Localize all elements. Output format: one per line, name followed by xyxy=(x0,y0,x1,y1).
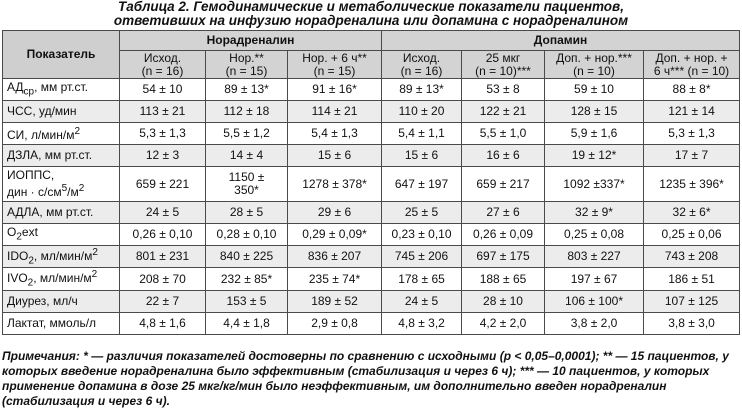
table-cell: 12 ± 3 xyxy=(120,145,206,167)
table-cell: 91 ± 16* xyxy=(288,79,382,101)
table-cell: 4,8 ± 1,6 xyxy=(120,312,206,334)
header-indicator: Показатель xyxy=(3,31,120,79)
table-cell: 801 ± 231 xyxy=(120,246,206,268)
subheader-line-1: Исход. xyxy=(143,50,182,65)
label-text: ДЗЛА, мм рт.ст. xyxy=(7,148,93,162)
table-cell: 110 ± 20 xyxy=(382,101,462,123)
table-cell: 178 ± 65 xyxy=(382,268,462,290)
table-cell: 5,4 ± 1,3 xyxy=(288,123,382,145)
table-row xyxy=(3,167,740,202)
label-superscript-2: 2 xyxy=(78,183,85,194)
table-caption xyxy=(0,0,742,28)
caption-line-1: Таблица 2. Гемодинамические и метаболические показатели пациентов, xyxy=(118,0,624,14)
subheader-line-2: (n = 16) xyxy=(400,63,443,78)
label-subscript: 2 xyxy=(28,255,34,267)
table-cell: 54 ± 10 xyxy=(120,79,206,101)
table-cell: 0,26 ± 0,09 xyxy=(462,224,545,246)
table-header xyxy=(3,31,740,79)
header-group-dopamine: Допамин xyxy=(382,31,740,51)
table-cell: 32 ± 9* xyxy=(545,202,644,224)
table-cell: 0,23 ± 0,10 xyxy=(382,224,462,246)
table-row xyxy=(3,224,740,246)
table-cell: 840 ± 225 xyxy=(206,246,288,268)
table-cell: 107 ± 125 xyxy=(644,290,740,312)
label-superscript-2: 2 xyxy=(91,269,98,281)
table-cell: 647 ± 197 xyxy=(382,167,462,202)
row-label xyxy=(3,312,120,334)
table-cell: 235 ± 74* xyxy=(288,268,382,290)
label-text: СИ, л/мин/м xyxy=(7,128,75,142)
table-cell: 15 ± 6 xyxy=(382,145,462,167)
row-label xyxy=(3,268,120,290)
table-cell: 697 ± 175 xyxy=(462,246,545,268)
label-text: O xyxy=(7,224,17,239)
table-row xyxy=(3,246,740,268)
table-cell: 5,4 ± 1,1 xyxy=(382,123,462,145)
table-cell: 14 ± 4 xyxy=(206,145,288,167)
subheader-line-1: Нор.** xyxy=(229,50,264,65)
table-cell: 17 ± 7 xyxy=(644,145,740,167)
subheader-2 xyxy=(288,51,382,79)
label-text: АДЛА, мм рт.ст. xyxy=(7,205,94,219)
subheader-5 xyxy=(545,51,644,79)
table-cell: 5,3 ± 1,3 xyxy=(120,123,206,145)
subheader-line-2: (n = 10) xyxy=(573,63,615,78)
table-cell: 29 ± 6 xyxy=(288,202,382,224)
subheader-line-2: (n = 15) xyxy=(225,63,268,78)
table-cell: 32 ± 6* xyxy=(644,202,740,224)
notes-heading: Примечания: xyxy=(2,349,80,363)
table-cell: 28 ± 10 xyxy=(462,290,545,312)
subheader-line-1: Доп. + нор. + xyxy=(655,50,728,65)
label-subscript: 2 xyxy=(16,231,22,243)
row-label xyxy=(3,246,120,268)
label-superscript: 5 xyxy=(61,183,68,194)
subheader-line-2: (n = 16) xyxy=(141,63,184,78)
subheader-line-2: 6 ч*** (n = 10) xyxy=(653,63,730,78)
table-row xyxy=(3,202,740,224)
table-cell: 4,4 ± 1,8 xyxy=(206,312,288,334)
table-cell: 232 ± 85* xyxy=(206,268,288,290)
table-cell: 128 ± 15 xyxy=(545,101,644,123)
table-cell: 15 ± 6 xyxy=(288,145,382,167)
table-body xyxy=(3,79,740,335)
label-suffix: , мл/мин/м xyxy=(33,271,92,286)
table-cell: 122 ± 21 xyxy=(462,101,545,123)
label-subscript: ср xyxy=(23,86,35,98)
table-cell: 5,9 ± 1,6 xyxy=(545,123,644,145)
table-cell: 112 ± 18 xyxy=(206,101,288,123)
label-text-line-2: дин · с/см xyxy=(7,185,62,199)
subheader-6 xyxy=(644,51,740,79)
table-cell: 121 ± 14 xyxy=(644,101,740,123)
table-cell: 24 ± 5 xyxy=(382,290,462,312)
label-text: ИОППС, xyxy=(7,168,55,182)
table-cell: 88 ± 8* xyxy=(644,79,740,101)
table-cell: 745 ± 206 xyxy=(382,246,462,268)
table-cell: 5,5 ± 1,2 xyxy=(206,123,288,145)
label-suffix: /м xyxy=(67,185,79,199)
header-group-noradrenaline: Норадреналин xyxy=(120,31,382,51)
label-suffix: , мм рт.ст. xyxy=(34,79,89,94)
table-cell: 0,29 ± 0,09* xyxy=(288,224,382,246)
table-cell: 743 ± 208 xyxy=(644,246,740,268)
label-suffix: ext xyxy=(21,224,38,239)
table-cell: 25 ± 5 xyxy=(382,202,462,224)
table-cell: 208 ± 70 xyxy=(120,268,206,290)
subheader-1 xyxy=(206,51,288,79)
label-text: АД xyxy=(7,79,24,94)
row-label xyxy=(3,290,120,312)
table-cell: 1092 ±337* xyxy=(545,167,644,202)
table-cell: 4,8 ± 3,2 xyxy=(382,312,462,334)
table-row xyxy=(3,312,740,334)
table-cell: 27 ± 6 xyxy=(462,202,545,224)
table-cell: 3,8 ± 2,0 xyxy=(545,312,644,334)
table-cell: 1150 ± 350* xyxy=(206,167,288,202)
table-cell: 16 ± 6 xyxy=(462,145,545,167)
table-cell: 153 ± 5 xyxy=(206,290,288,312)
subheader-line-2: (n = 10)*** xyxy=(475,63,531,78)
table-cell: 106 ± 100* xyxy=(545,290,644,312)
table-cell: 3,8 ± 3,0 xyxy=(644,312,740,334)
row-label xyxy=(3,202,120,224)
table-cell: 659 ± 221 xyxy=(120,167,206,202)
subheader-line-1: 25 мкг xyxy=(485,50,521,65)
subheader-0 xyxy=(120,51,206,79)
data-table xyxy=(2,30,740,335)
table-row xyxy=(3,79,740,101)
table-cell: 803 ± 227 xyxy=(545,246,644,268)
table-cell: 19 ± 12* xyxy=(545,145,644,167)
table-cell: 59 ± 10 xyxy=(545,79,644,101)
label-superscript: 2 xyxy=(74,126,81,137)
subheader-line-1: Доп. + нор.*** xyxy=(556,50,632,65)
table-cell: 0,25 ± 0,06 xyxy=(644,224,740,246)
label-suffix: , мл/мин/м xyxy=(33,249,93,263)
table-cell: 89 ± 13* xyxy=(382,79,462,101)
table-cell: 659 ± 217 xyxy=(462,167,545,202)
table-notes xyxy=(2,349,739,409)
table-cell: 0,28 ± 0,10 xyxy=(206,224,288,246)
table-cell: 0,26 ± 0,10 xyxy=(120,224,206,246)
subheader-line-2: (n = 15) xyxy=(313,63,356,78)
table-cell: 24 ± 5 xyxy=(120,202,206,224)
table-cell: 1278 ± 378* xyxy=(288,167,382,202)
caption-line-2: ответивших на инфузию норадреналина или допамина с норадреналином xyxy=(113,13,629,28)
table-row xyxy=(3,145,740,167)
row-label xyxy=(3,123,120,145)
table-cell: 189 ± 52 xyxy=(288,290,382,312)
row-label xyxy=(3,167,120,202)
row-label xyxy=(3,79,120,101)
table-cell: 22 ± 7 xyxy=(120,290,206,312)
subheader-line-1: Нор. + 6 ч** xyxy=(302,50,367,65)
table-row xyxy=(3,290,740,312)
table-cell: 186 ± 51 xyxy=(644,268,740,290)
table-cell: 114 ± 21 xyxy=(288,101,382,123)
label-text: IVO xyxy=(7,271,28,286)
table-cell: 2,9 ± 0,8 xyxy=(288,312,382,334)
row-label xyxy=(3,145,120,167)
table-cell: 4,2 ± 2,0 xyxy=(462,312,545,334)
table-row xyxy=(3,101,740,123)
label-text: Диурез, мл/ч xyxy=(7,293,78,308)
row-label xyxy=(3,224,120,246)
table-cell: 5,5 ± 1,0 xyxy=(462,123,545,145)
subheader-3 xyxy=(382,51,462,79)
table-cell: 5,3 ± 1,3 xyxy=(644,123,740,145)
subheader-line-1: Исход. xyxy=(402,50,441,65)
notes-text: * — различия показателей достоверны по сравнению с исходными (p < 0,05–0,0001); ** — 15 пациентов, у которых введение норадреналина было эффективным (стабилизация и через 6 ч); *** — 10 пациентов, у которых применение допамина в дозе 25 мкг/кг/мин было неэффективным, им дополнительно введен норадреналин (стабилизация и через 6 ч). xyxy=(2,349,729,408)
label-superscript-2: 2 xyxy=(92,247,98,258)
subheader-4 xyxy=(462,51,545,79)
table-cell: 197 ± 67 xyxy=(545,268,644,290)
row-label xyxy=(3,101,120,123)
table-cell: 53 ± 8 xyxy=(462,79,545,101)
table-cell: 28 ± 5 xyxy=(206,202,288,224)
label-text: IDO xyxy=(7,249,29,263)
table-cell: 1235 ± 396* xyxy=(644,167,740,202)
table-cell: 89 ± 13* xyxy=(206,79,288,101)
table-cell: 113 ± 21 xyxy=(120,101,206,123)
table-row xyxy=(3,268,740,290)
table-cell: 0,25 ± 0,08 xyxy=(545,224,644,246)
table-row xyxy=(3,123,740,145)
label-text: Лактат, ммоль/л xyxy=(7,315,97,330)
table-cell: 188 ± 65 xyxy=(462,268,545,290)
label-text: ЧСС, уд/мин xyxy=(7,104,77,118)
label-subscript: 2 xyxy=(27,277,34,289)
table-cell: 836 ± 207 xyxy=(288,246,382,268)
